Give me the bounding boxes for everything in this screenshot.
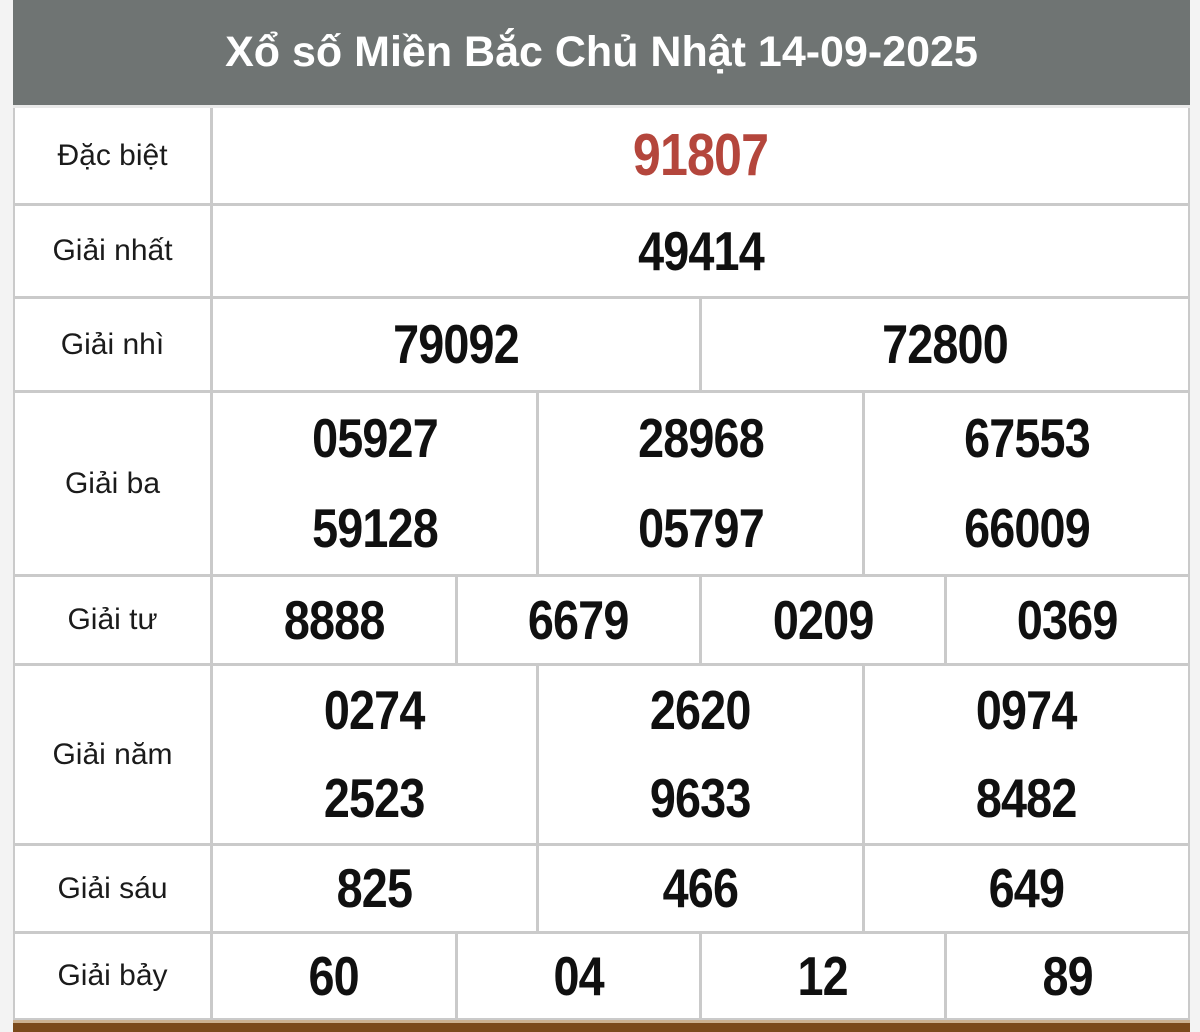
prize-cell: [213, 108, 1188, 203]
prize-cell: [702, 934, 944, 1018]
prize-row: [15, 934, 1188, 1018]
prize-number: 60: [308, 944, 359, 1007]
prize-row: [15, 577, 1188, 663]
prize-row: [15, 299, 1188, 390]
prize-number: 49414: [637, 219, 764, 282]
prize-cell: [213, 206, 1188, 296]
prize-number: 67553: [963, 406, 1090, 469]
prize-cell: [865, 666, 1188, 843]
prize-number: 66009: [963, 497, 1090, 560]
prize-cell: [213, 299, 699, 390]
prize-number: 9633: [650, 767, 751, 830]
prize-number: 79092: [393, 313, 519, 375]
prize-row: [15, 108, 1188, 203]
prize-label: Giải nhì: [15, 299, 210, 390]
prize-cell: [539, 846, 862, 931]
prize-row: [15, 846, 1188, 931]
prize-cell: [947, 934, 1189, 1018]
prize-number: 0369: [1016, 588, 1118, 651]
prize-cell: [213, 577, 455, 663]
prize-cell: [213, 846, 536, 931]
prize-number: 0974: [976, 678, 1077, 741]
prize-label: Giải nhất: [15, 206, 210, 296]
prize-row: [15, 666, 1188, 843]
prize-number: 825: [336, 857, 413, 919]
prize-number: 05797: [637, 497, 764, 560]
prize-cell: [458, 934, 700, 1018]
prize-number: 8482: [976, 767, 1077, 830]
prize-label: Giải sáu: [15, 846, 210, 931]
prize-number: 28968: [637, 406, 764, 469]
results-table: [13, 105, 1190, 1020]
prize-number: 649: [988, 857, 1065, 919]
prize-cell: [213, 393, 536, 574]
prize-number: 2620: [650, 678, 751, 741]
prize-number: 466: [662, 857, 739, 919]
prize-number: 05927: [311, 406, 438, 469]
prize-number: 0274: [324, 678, 425, 741]
page-title: Xổ số Miền Bắc Chủ Nhật 14-09-2025: [225, 28, 978, 76]
lottery-results-page: [13, 0, 1190, 1032]
prize-label: Giải ba: [15, 393, 210, 574]
prize-number: 04: [553, 944, 604, 1007]
prize-number: 8888: [283, 588, 385, 651]
prize-number: 2523: [324, 767, 425, 830]
prize-row: [15, 206, 1188, 296]
prize-label: Giải tư: [15, 577, 210, 663]
prize-cell: [702, 299, 1188, 390]
prize-label: Giải năm: [15, 666, 210, 843]
prize-number: 72800: [882, 313, 1008, 375]
prize-number: 59128: [311, 497, 438, 560]
prize-number: 89: [1042, 944, 1093, 1007]
prize-number: 0209: [772, 588, 874, 651]
prize-cell: [213, 666, 536, 843]
prize-cell: [458, 577, 700, 663]
prize-number: 91807: [632, 122, 769, 188]
prize-cell: [539, 666, 862, 843]
prize-cell: [865, 846, 1188, 931]
prize-label: Đặc biệt: [15, 108, 210, 203]
prize-label: Giải bảy: [15, 934, 210, 1018]
prize-cell: [865, 393, 1188, 574]
prize-cell: [947, 577, 1189, 663]
prize-number: 6679: [527, 588, 629, 651]
prize-cell: [539, 393, 862, 574]
page-header: [13, 0, 1190, 105]
prize-number: 12: [797, 944, 848, 1007]
prize-cell: [702, 577, 944, 663]
prize-cell: [213, 934, 455, 1018]
prize-row: [15, 393, 1188, 574]
